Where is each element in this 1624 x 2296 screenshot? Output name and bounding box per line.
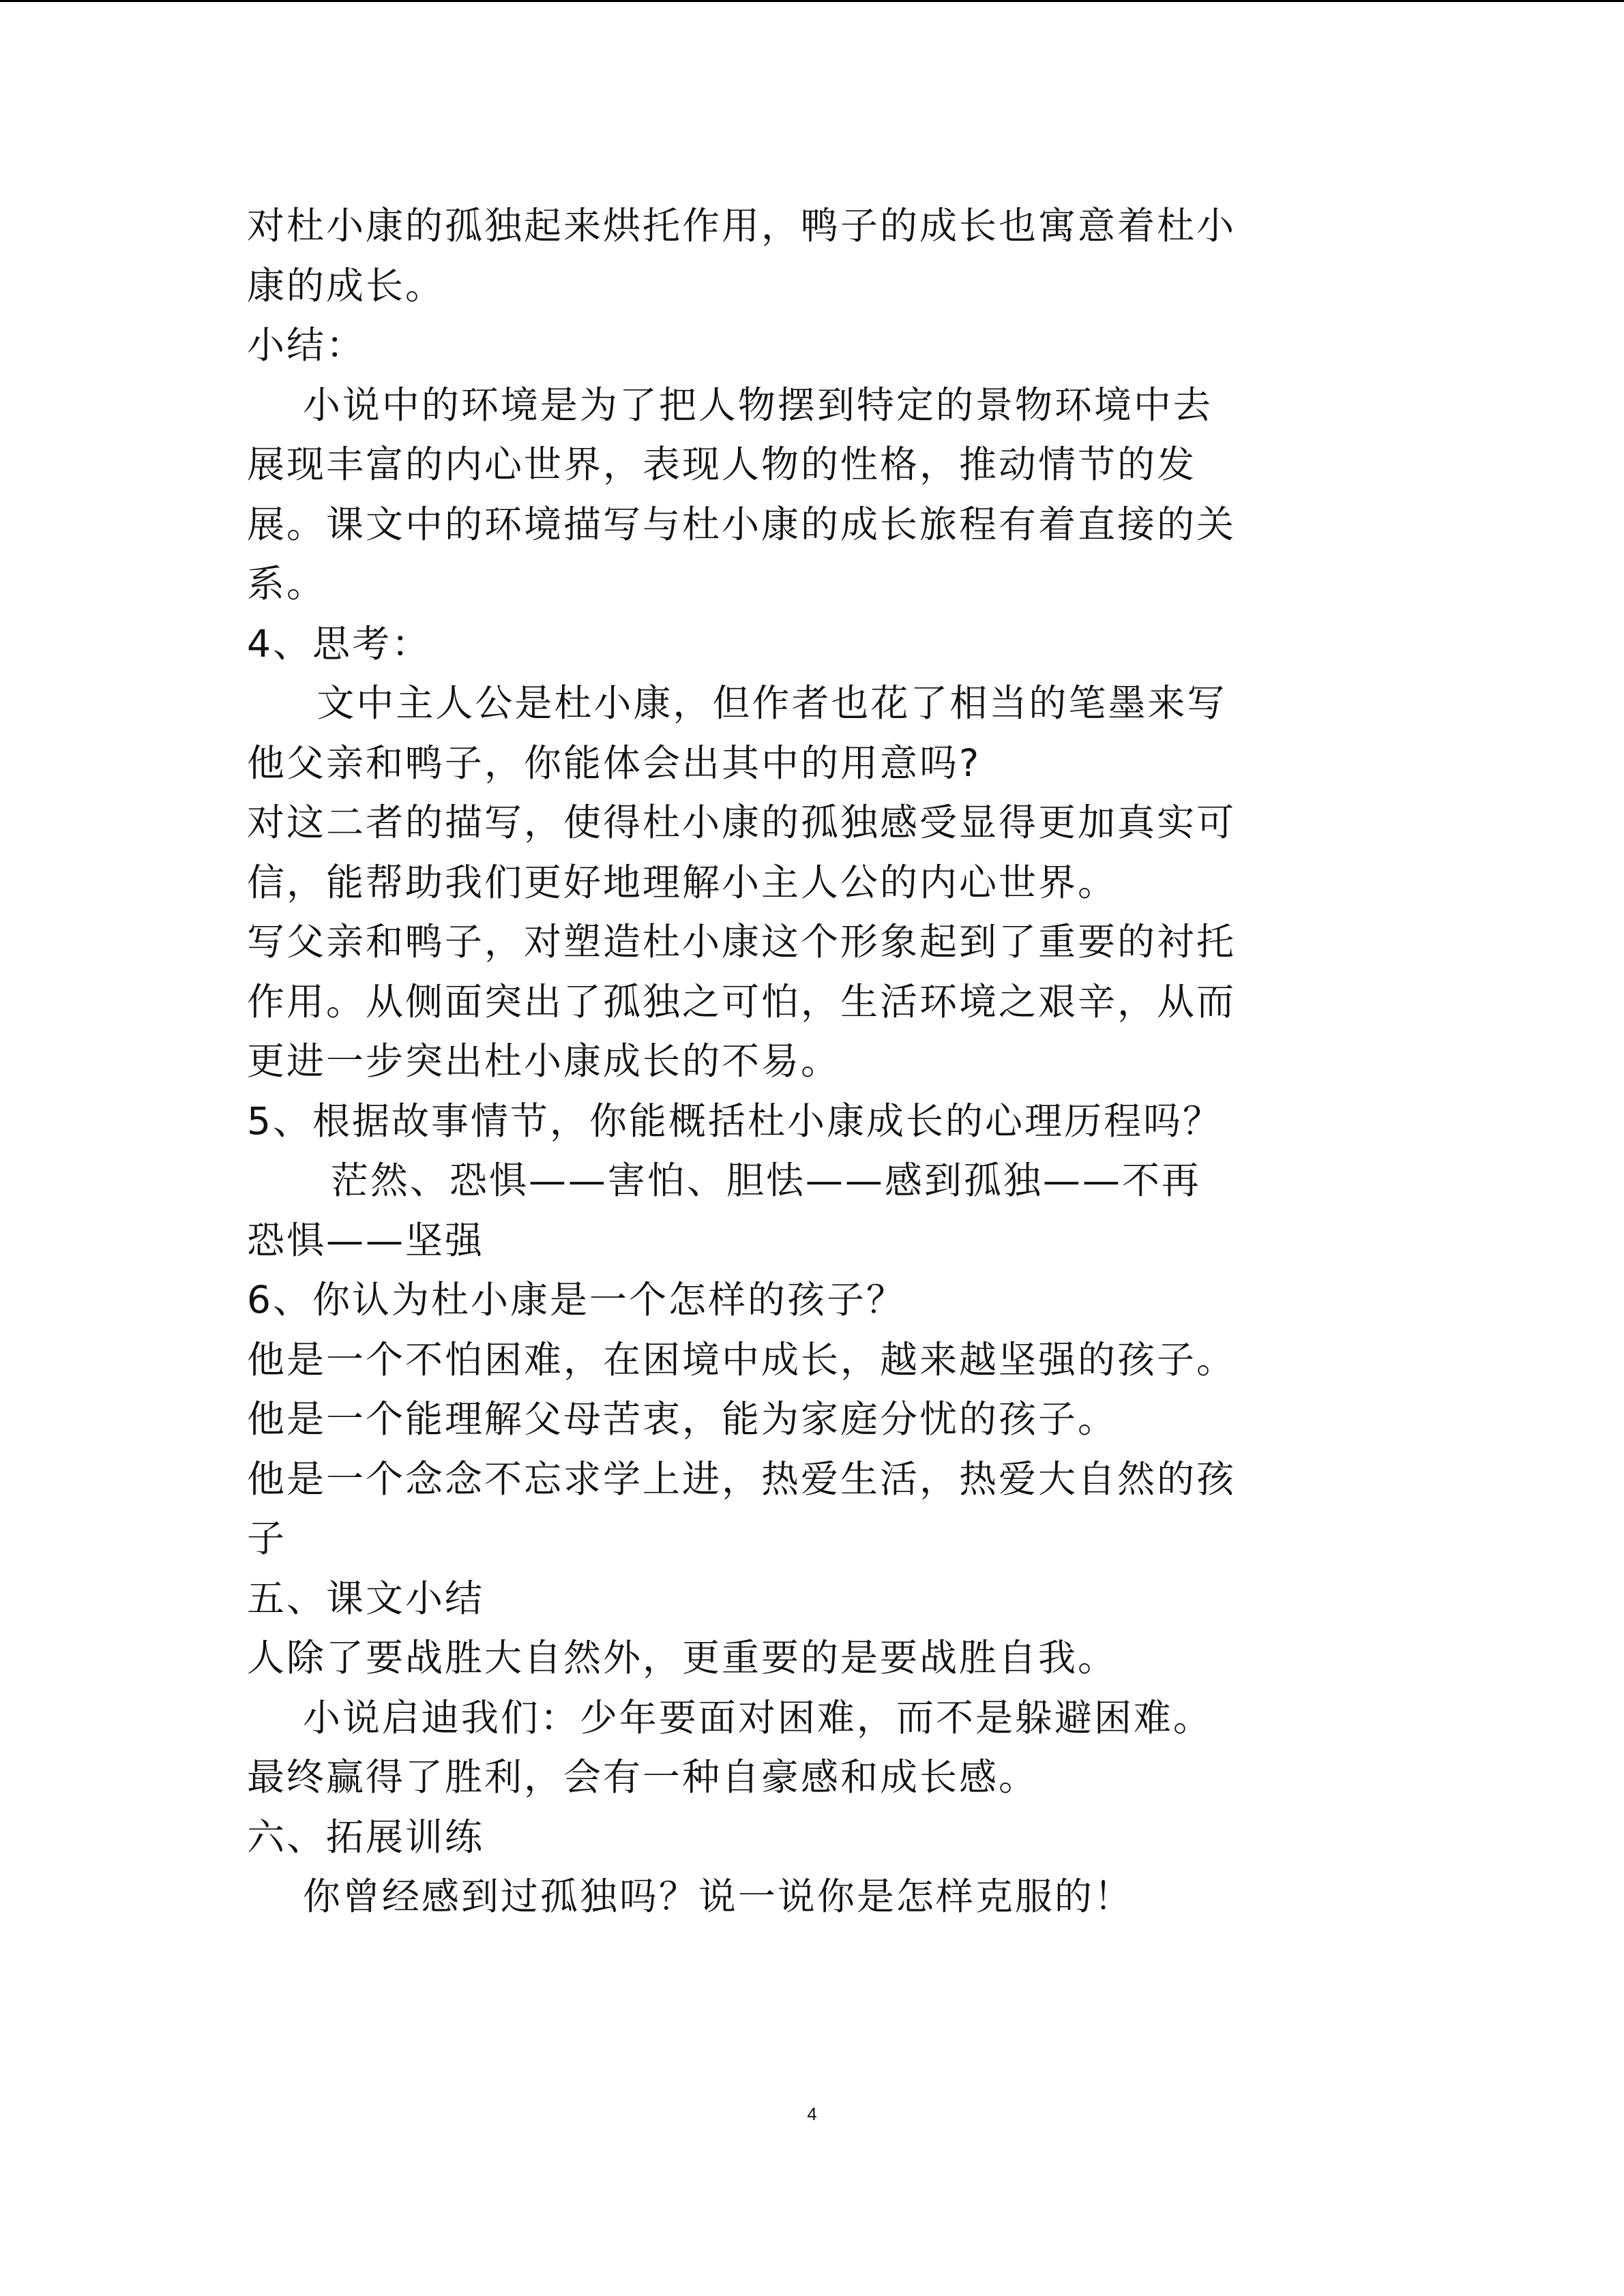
text-line: 康的成长。	[247, 263, 445, 308]
text-line: 小说中的环境是为了把人物摆到特定的景物环境中去	[247, 383, 1213, 427]
top-border-line	[0, 0, 1624, 2]
text-line: 作用。从侧面突出了孤独之可怕，生活环境之艰辛，从而	[247, 979, 1237, 1024]
text-line: 对杜小康的孤独起来烘托作用，鸭子的成长也寓意着杜小	[247, 204, 1237, 248]
section-heading: 小结：	[247, 323, 366, 367]
section-heading: 5、根据故事情节，你能概括杜小康成长的心理历程吗？	[247, 1099, 1222, 1143]
text-line: 你曾经感到过孤独吗？说一说你是怎样克服的！	[247, 1875, 1134, 1918]
text-line: 对这二者的描写，使得杜小康的孤独感受显得更加真实可	[247, 801, 1237, 844]
text-line: 文中主人公是杜小康，但作者也花了相当的笔墨来写	[247, 681, 1227, 725]
text-line: 小说启迪我们：少年要面对困难，而不是躲避困难。	[247, 1695, 1213, 1740]
section-heading: 六、拓展训练	[247, 1815, 485, 1859]
text-line: 他父亲和鸭子，你能体会出其中的用意吗?	[247, 741, 981, 785]
body-text	[247, 196, 1379, 1927]
section-heading: 五、课文小结	[247, 1576, 485, 1620]
text-line: 最终赢得了胜利，会有一种自豪感和成长感。	[247, 1755, 1039, 1799]
text-line: 他是一个不怕困难，在困境中成长，越来越坚强的孩子。	[247, 1337, 1237, 1382]
text-line: 人除了要战胜大自然外，更重要的是要战胜自我。	[247, 1636, 1118, 1680]
text-line: 他是一个念念不忘求学上进，热爱生活，热爱大自然的孩	[247, 1457, 1237, 1501]
text-line: 更进一步突出杜小康成长的不易。	[247, 1039, 841, 1083]
text-line: 他是一个能理解父母苦衷，能为家庭分忧的孩子。	[247, 1397, 1118, 1441]
section-heading: 4、思考：	[247, 621, 431, 666]
section-heading: 6、你认为杜小康是一个怎样的孩子？	[247, 1278, 906, 1322]
page-number: 4	[807, 2104, 817, 2124]
text-line: 信，能帮助我们更好地理解小主人公的内心世界。	[247, 860, 1118, 904]
text-line: 展现丰富的内心世界，表现人物的性格，推动情节的发	[247, 443, 1197, 486]
text-line: 系。	[247, 562, 327, 606]
text-line: 子	[247, 1517, 287, 1560]
text-line: 茫然、恐惧——害怕、胆怯——感到孤独——不再	[247, 1159, 1201, 1202]
text-line: 展。课文中的环境描写与杜小康的成长旅程有着直接的关	[247, 502, 1237, 546]
text-line: 恐惧——坚强	[247, 1218, 485, 1262]
text-line: 写父亲和鸭子，对塑造杜小康这个形象起到了重要的衬托	[247, 920, 1237, 964]
